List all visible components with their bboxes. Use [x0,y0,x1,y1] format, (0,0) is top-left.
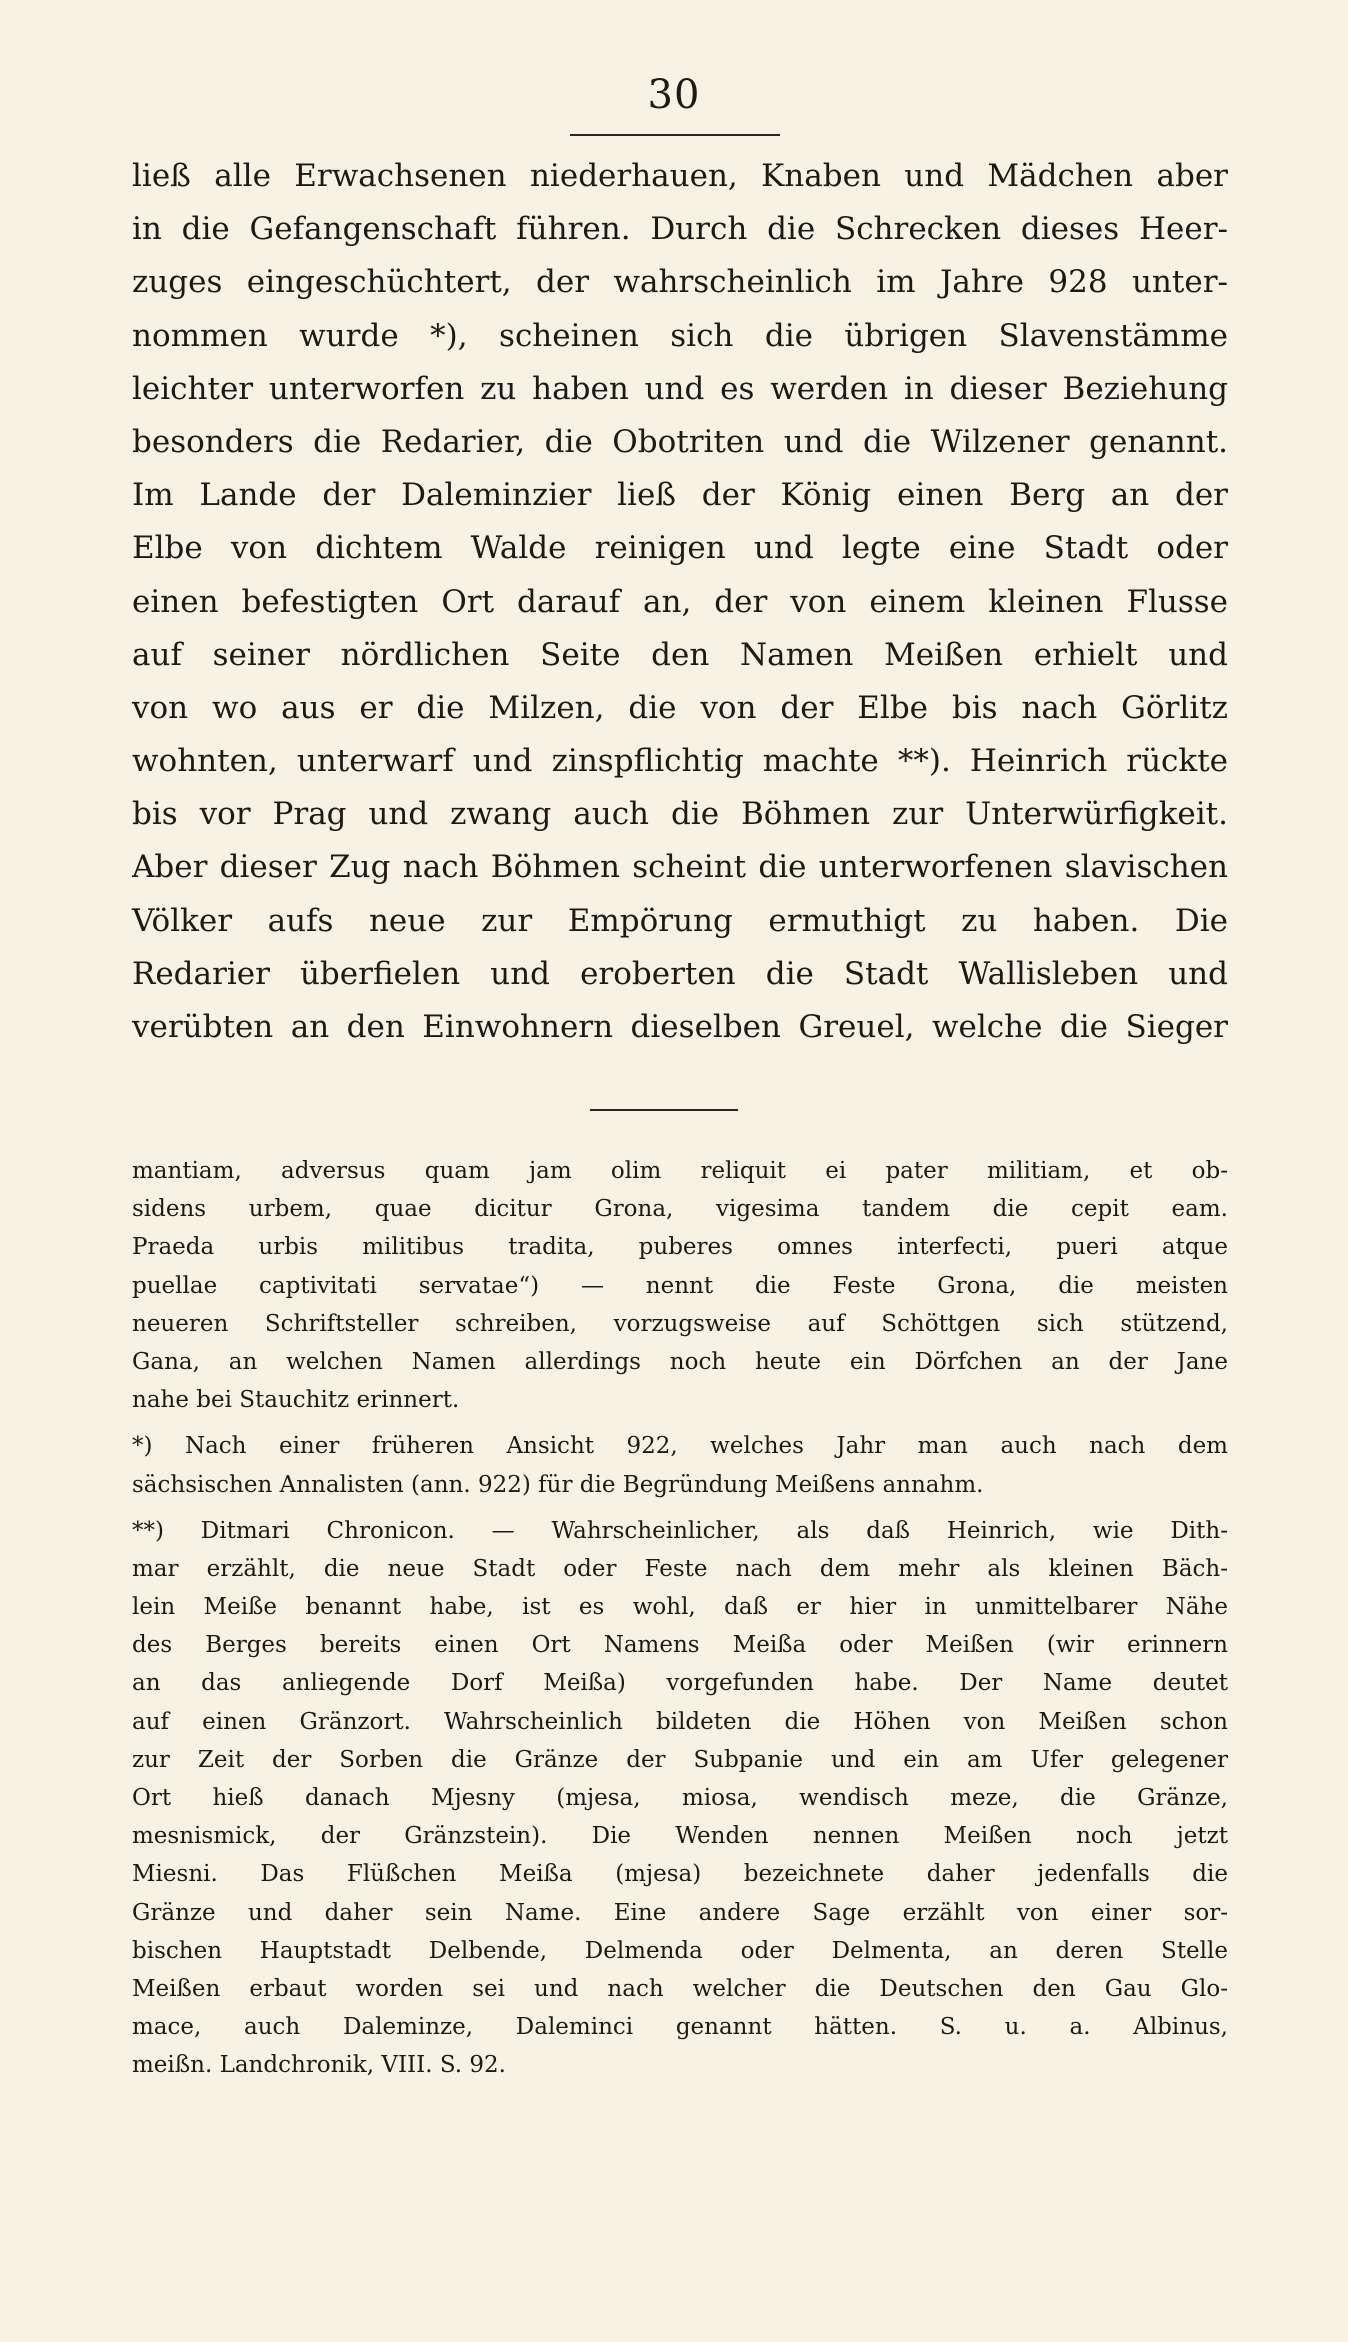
footnote-line: mesnismick, der Gränzstein). Die Wenden nennen Meißen noch jetzt [132,1823,1228,1850]
footnote-line: an das anliegende Dorf Meißa) vorgefunden habe. Der Name deutet [132,1670,1228,1697]
footnote-line: Gränze und daher sein Name. Eine andere Sage erzählt von einer sor- [132,1899,1228,1926]
text-line: auf seiner nördlichen Seite den Namen Meißen erhielt und [132,636,1228,673]
footnote-line: Gana, an welchen Namen allerdings noch heute ein Dörfchen an der Jane [132,1348,1228,1375]
footnote-line: sächsischen Annalisten (ann. 922) für die Begründung Meißens annahm. [132,1471,984,1498]
text-line: wohnten, unterwarf und zinspflichtig machte **). Heinrich rückte [132,743,1228,780]
text-line: nommen wurde *), scheinen sich die übrigen Slavenstämme [132,317,1228,354]
text-line: Redarier überfielen und eroberten die Stadt Wallisleben und [132,955,1228,992]
footnote-line: mace, auch Daleminze, Dalemincі genannt hätten. S. u. a. Albinus, [132,2014,1228,2041]
footnote-line: mantiam, adversus quam jam olim reliquit ei pater militiam, et ob- [132,1158,1228,1184]
text-line: verübten an den Einwohnern dieselben Greuel, welche die Sieger [132,1009,1228,1045]
text-line: besonders die Redarier, die Obotriten und die Wilzener genannt. [132,423,1228,460]
text-line: einen befestigten Ort darauf an, der von einem kleinen Flusse [132,583,1228,620]
text-line: Elbe von dichtem Walde reinigen und legte eine Stadt oder [132,530,1228,567]
footnote-line: neueren Schriftsteller schreiben, vorzugsweise auf Schöttgen sich stützend, [132,1310,1228,1337]
footnote-line: Praeda urbis militibus tradita, puberes omnes interfecti, pueri atque [132,1234,1228,1261]
footnote-line: meißn. Landchronik, VIII. S. 92. [132,2052,506,2079]
footnote-line: nahe bei Stauchitz erinnert. [132,1387,460,1414]
footnote-line: Miesni. Das Flüßchen Meißa (mjesa) bezeichnete daher jedenfalls die [132,1861,1228,1888]
footnote-line: puellae captivitati servatae“) — nennt die Feste Grona, die meisten [132,1272,1228,1299]
footnote-line: des Berges bereits einen Ort Namens Meißa oder Meißen (wir erinnern [132,1632,1228,1659]
page-number-rule [570,134,780,136]
footnote-line: lein Meiße benannt habe, ist es wohl, daß er hier in unmittelbarer Nähe [132,1594,1228,1621]
footnote-line: auf einen Gränzort. Wahrscheinlich bildeten die Höhen von Meißen schon [132,1708,1228,1735]
footnote-double-asterisk [132,1512,1228,2085]
text-line: bis vor Prag und zwang auch die Böhmen zur Unterwürfigkeit. [132,796,1228,833]
text-line: in die Gefangenschaft führen. Durch die Schrecken dieses Heer- [132,211,1228,248]
footnote-separator [590,1109,738,1111]
text-line: zuges eingeschüchtert, der wahrscheinlich im Jahre 928 unter- [132,264,1228,301]
footnote-gap [132,1419,1228,1427]
text-line: ließ alle Erwachsenen niederhauen, Knaben und Mädchen aber [132,158,1228,194]
text-line: leichter unterworfen zu haben und es werden in dieser Beziehung [132,370,1228,407]
footnote-line: Meißen erbaut worden sei und nach welcher die Deutschen den Gau Glo- [132,1975,1228,2002]
footnote-single-asterisk [132,1427,1228,1503]
text-line: Aber dieser Zug nach Böhmen scheint die unterworfenen slavischen [132,849,1228,886]
text-line: Völker aufs neue zur Empörung ermuthigt zu haben. Die [132,902,1228,939]
footnote-line: bischen Hauptstadt Delbende, Delmenda oder Delmenta, an deren Stelle [132,1937,1228,1964]
footnote-line: mar erzählt, die neue Stadt oder Feste nach dem mehr als kleinen Bäch- [132,1555,1228,1582]
footnote-line: **) Ditmari Chronicon. — Wahrscheinlicher, als daß Heinrich, wie Dith- [132,1517,1228,1544]
page-number: 30 [647,72,701,118]
footnote-line: Ort hieß danach Mjesny (mjesa, miosa, wendisch meze, die Gränze, [132,1785,1228,1811]
text-line: von wo aus er die Milzen, die von der Elbe bis nach Görlitz [132,689,1228,726]
footnote-continuation [132,1152,1228,1419]
footnote-line: sidens urbem, quae dicitur Grona, vigesima tandem die cepit eam. [132,1196,1228,1223]
text-line: Im Lande der Daleminzier ließ der König einen Berg an der [132,477,1228,514]
main-text [132,150,1228,1054]
footnote-line: *) Nach einer früheren Ansicht 922, welches Jahr man auch nach dem [132,1433,1228,1460]
footnote-line: zur Zeit der Sorben die Gränze der Subpanie und ein am Ufer gelegener [132,1746,1228,1773]
footnotes [132,1152,1228,2085]
footnote-gap [132,1504,1228,1512]
